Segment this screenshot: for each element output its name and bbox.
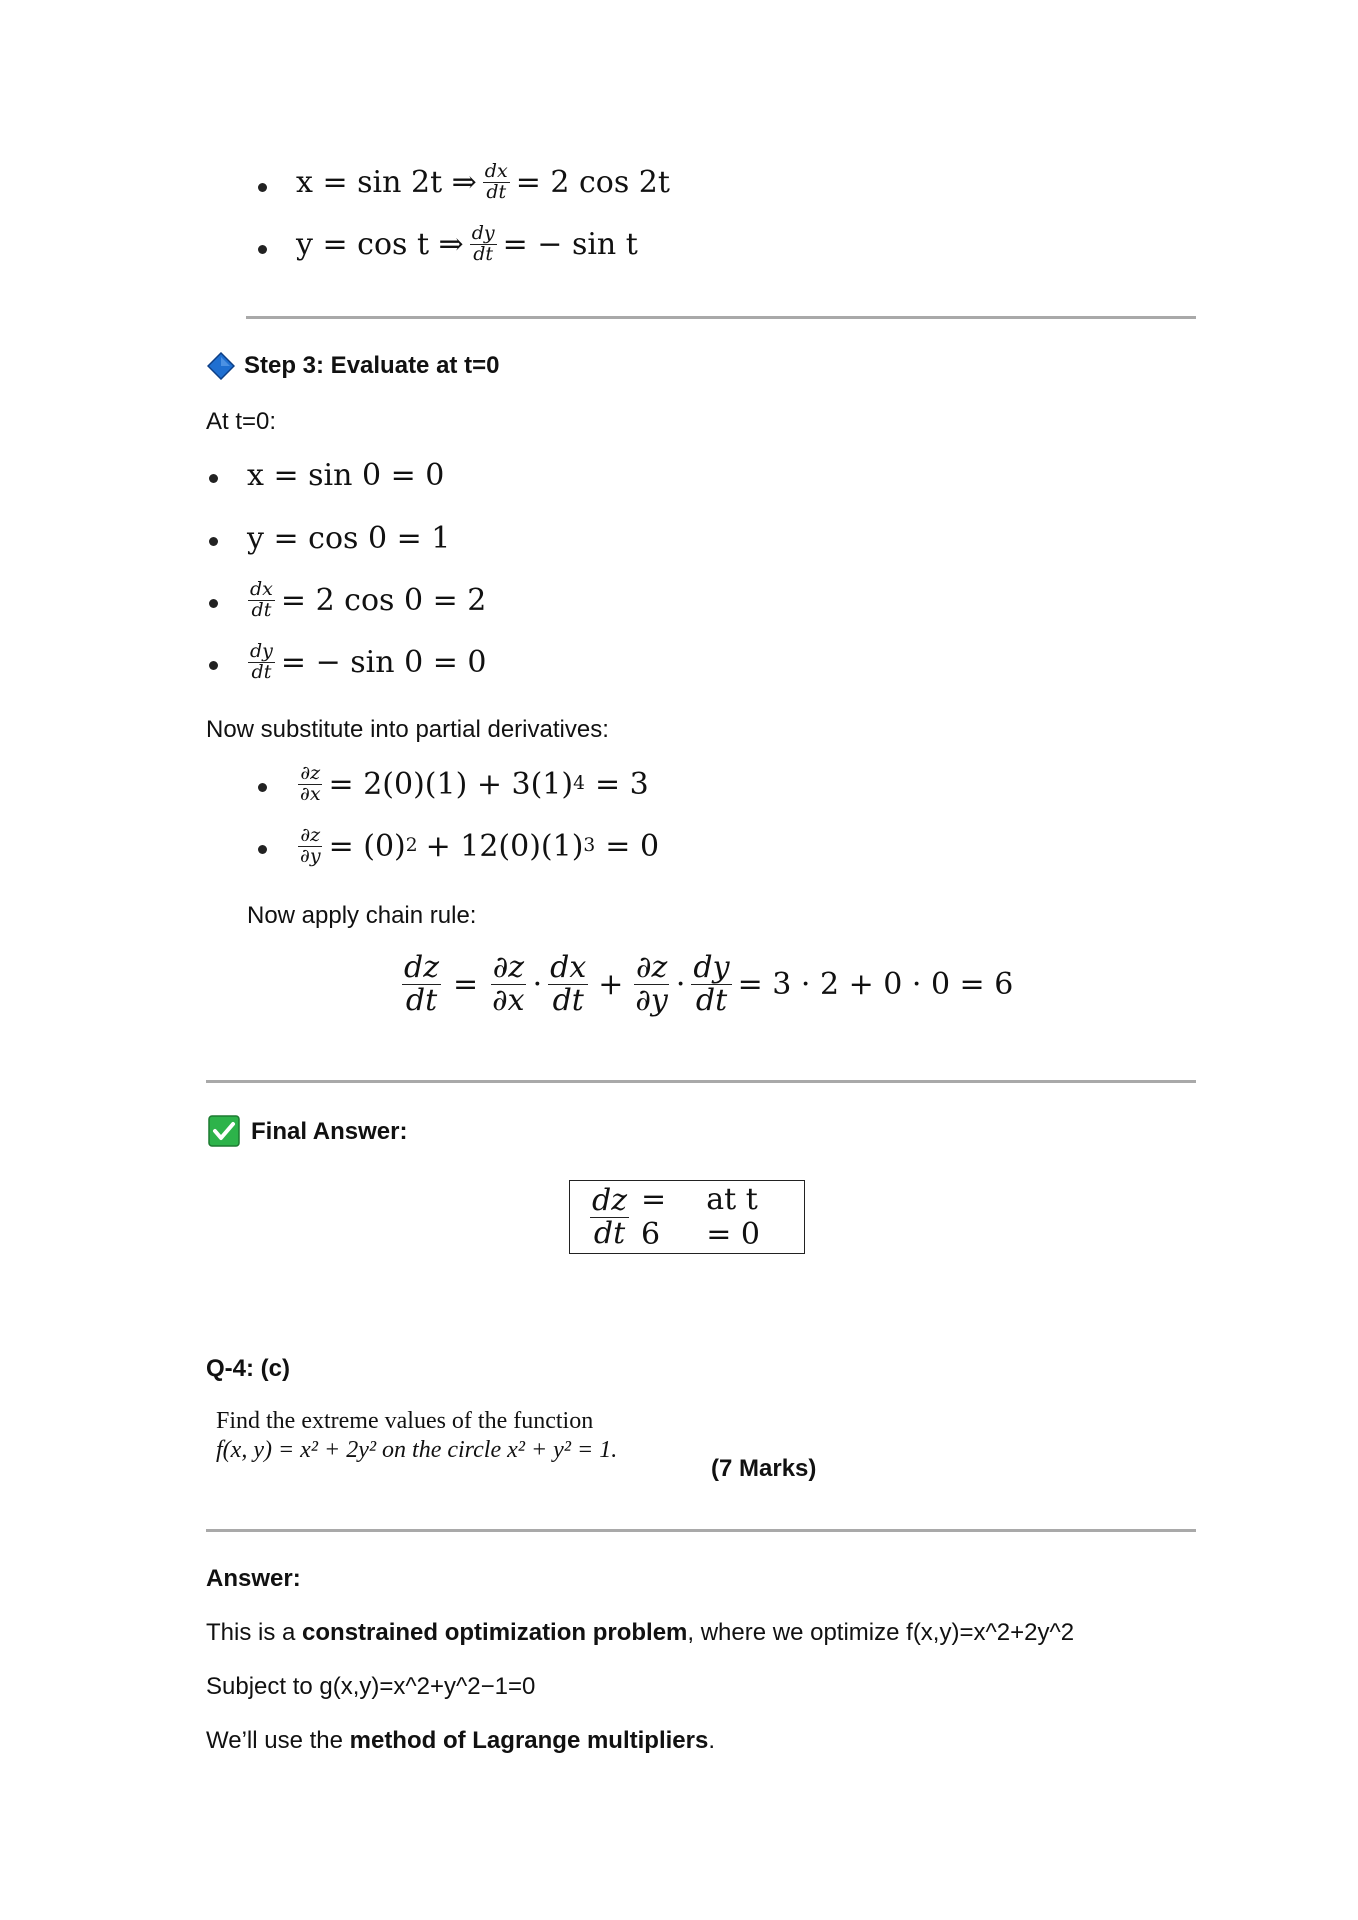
answer-paragraph-1 — [206, 1619, 1074, 1647]
frac-num: ∂z — [635, 950, 668, 985]
eq-rhs: = 2 cos 2t — [515, 164, 670, 200]
frac-num: dx — [484, 160, 508, 182]
divider — [206, 1529, 1196, 1532]
question-line-1: Find the extreme values of the function — [216, 1408, 594, 1434]
fraction — [483, 162, 510, 203]
answer-paragraph-3 — [206, 1727, 715, 1755]
fraction — [248, 642, 275, 683]
bullet — [209, 661, 218, 670]
eq-rhs: = − sin 0 = 0 — [280, 644, 487, 680]
chain-rule-text: Now apply chain rule: — [247, 902, 477, 929]
answer-text: This is a — [206, 1619, 303, 1646]
frac-den: dt — [405, 982, 438, 1018]
frac-den: dt — [251, 598, 272, 621]
dot: · — [675, 966, 686, 1002]
equation-x-value: x = sin 0 = 0 — [247, 458, 445, 493]
equation-x-sin2t — [296, 162, 670, 203]
frac-num: ∂z — [300, 824, 321, 846]
bullet — [258, 245, 267, 254]
equals: = — [453, 966, 479, 1002]
equation-dxdt-value — [242, 580, 486, 621]
frac-den: dt — [251, 660, 272, 683]
final-value: = 6 — [641, 1182, 667, 1252]
fraction — [248, 580, 275, 621]
final-answer-box — [569, 1180, 805, 1254]
fraction — [548, 952, 588, 1016]
frac-den: dt — [695, 982, 728, 1018]
answer-text: . — [708, 1727, 715, 1754]
bullet — [209, 474, 218, 483]
plus: + — [598, 966, 624, 1002]
fraction — [590, 1185, 629, 1249]
step3-intro: At t=0: — [206, 408, 277, 435]
frac-den: ∂x — [300, 782, 321, 805]
answer-text: , where we optimize f(x,y)=x^2+2y^2 — [687, 1619, 1075, 1646]
question-marks: (7 Marks) — [711, 1455, 817, 1482]
frac-num: dy — [693, 950, 730, 985]
substitute-text: Now substitute into partial derivatives: — [206, 716, 609, 743]
frac-num: dz — [592, 1183, 628, 1218]
bullet — [258, 845, 267, 854]
dot: · — [532, 966, 543, 1002]
eq-rhs-a: = (0) — [328, 828, 406, 864]
blue-diamond-icon — [207, 352, 235, 380]
step3-heading: Step 3: Evaluate at t=0 — [244, 352, 500, 379]
final-answer-heading: Final Answer: — [251, 1118, 408, 1145]
frac-den: ∂y — [635, 982, 668, 1018]
question-line-2: f(x, y) = x² + 2y² on the circle x² + y² = 1. — [216, 1437, 618, 1463]
final-condition: at t = 0 — [706, 1182, 760, 1252]
eq-rhs: = 2 cos 0 = 2 — [280, 582, 487, 618]
frac-num: dy — [471, 222, 495, 244]
equation-dydt-value — [242, 642, 486, 683]
frac-num: dx — [550, 950, 587, 985]
divider — [246, 316, 1196, 319]
bullet — [258, 183, 267, 192]
fraction — [298, 826, 323, 867]
answer-paragraph-2: Subject to g(x,y)=x^2+y^2−1=0 — [206, 1673, 536, 1700]
frac-den: dt — [486, 180, 507, 203]
fraction — [691, 952, 731, 1016]
question-label: Q-4: (c) — [206, 1355, 290, 1382]
eq-lhs: y = cos t ⇒ — [296, 226, 464, 262]
fraction — [402, 952, 441, 1016]
equation-partial-y: $\frac{\partial z}{\partial y}$ = (0) 2 + 12(0)(1) 3 = 0 — [300, 824, 660, 867]
eq-rhs-b: + 12(0)(1) — [425, 828, 584, 864]
equation-y-cost — [296, 224, 638, 265]
eq-rhs: = − sin t — [502, 226, 638, 262]
frac-den: ∂x — [492, 982, 525, 1018]
frac-den: ∂y — [300, 844, 321, 867]
eq-rhs: = 2(0)(1) + 3(1) — [328, 766, 574, 802]
answer-text: We’ll use the — [206, 1727, 350, 1754]
divider — [206, 1080, 1196, 1083]
answer-bold-text: method of Lagrange multipliers — [349, 1727, 709, 1754]
answer-heading: Answer: — [206, 1565, 301, 1592]
frac-num: ∂z — [300, 762, 321, 784]
eq-tail: = 0 — [605, 828, 660, 864]
equation-partial-x: $\frac{\partial z}{\partial x}$ = 2(0)(1) + 3(1) 4 = 3 — [300, 762, 649, 805]
frac-den: dt — [593, 1215, 626, 1251]
fraction — [470, 224, 497, 265]
frac-num: ∂z — [492, 950, 525, 985]
green-check-icon — [208, 1115, 240, 1147]
answer-bold-text: constrained optimization problem — [302, 1619, 688, 1646]
fraction — [490, 952, 526, 1016]
fraction — [633, 952, 669, 1016]
frac-num: dy — [250, 640, 273, 662]
bullet — [258, 783, 267, 792]
bullet — [209, 537, 218, 546]
frac-num: dx — [250, 578, 273, 600]
eq-lhs: x = sin 2t ⇒ — [296, 164, 477, 200]
frac-den: dt — [552, 982, 584, 1018]
eq-tail: = 3 — [594, 766, 649, 802]
chain-result: = 3 · 2 + 0 · 0 = 6 — [737, 966, 1014, 1002]
chain-rule-equation — [396, 952, 1013, 1016]
equation-y-value: y = cos 0 = 1 — [247, 521, 451, 556]
bullet — [209, 599, 218, 608]
frac-den: dt — [473, 242, 494, 265]
fraction — [298, 764, 323, 805]
frac-num: dz — [404, 950, 440, 985]
